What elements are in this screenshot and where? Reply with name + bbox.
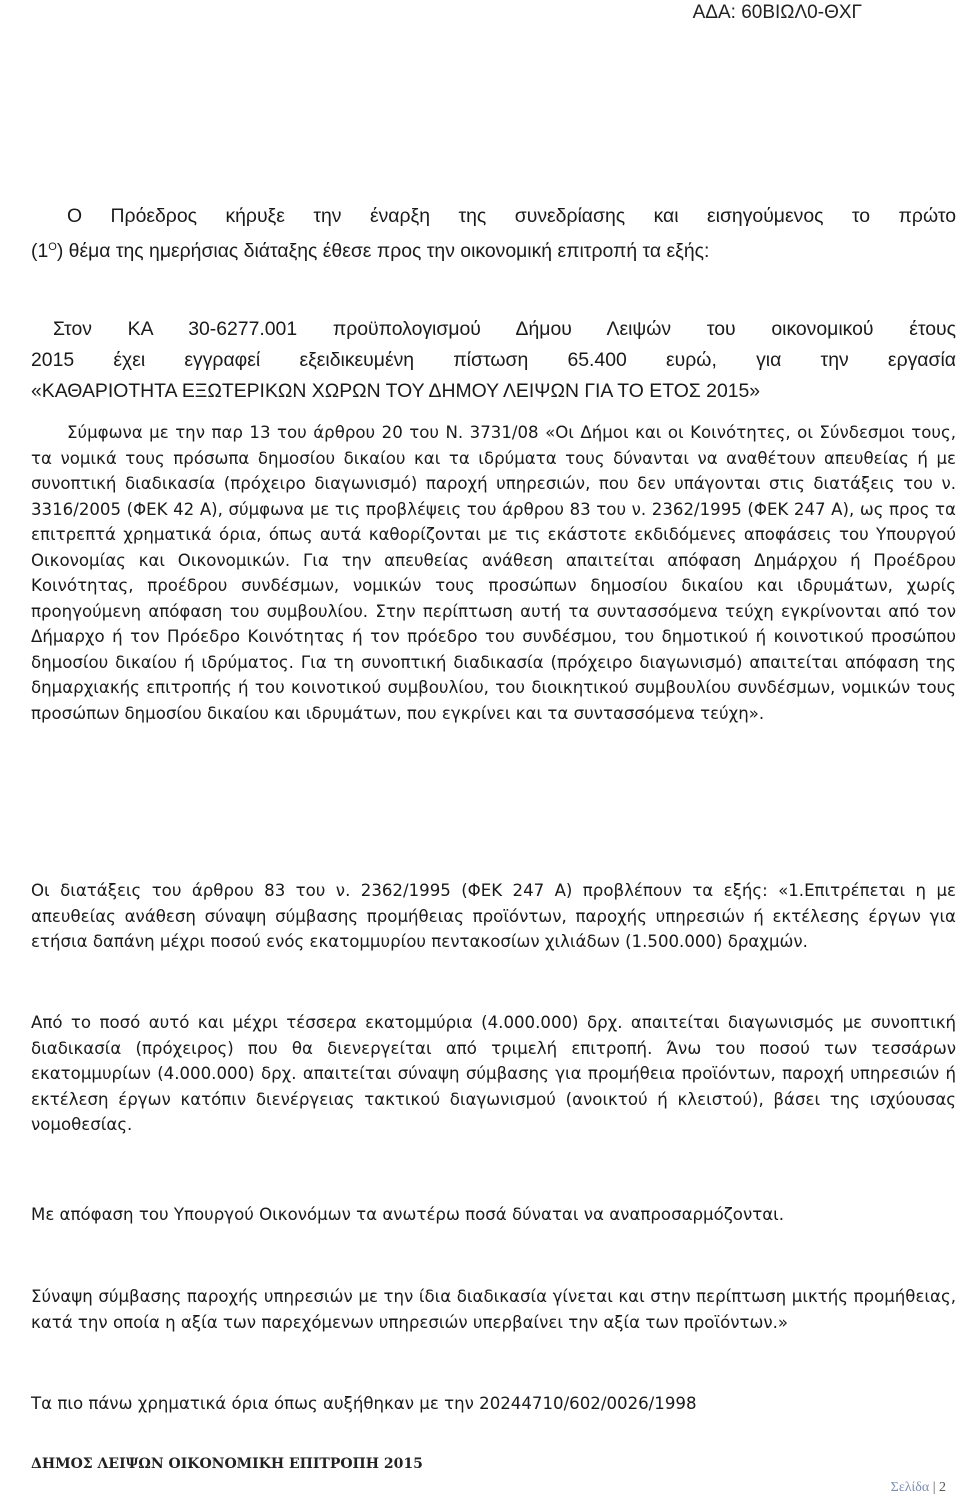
credit-line-2: 2015 έχει εγγραφεί εξειδικευμένη πίστωση 65.400 ευρώ, για την εργασία bbox=[31, 349, 956, 371]
law-3731-paragraph: Σύμφωνα με την παρ 13 του άρθρου 20 του Ν. 3731/08 «Οι Δήμοι και οι Κοινότητες, οι Σύνδεσμοι τους, τα νομικά τους πρόσωπα δημοσίου δικαίου και τα ιδρύματα τους δύνανται να αναθέτουν απευθείας ή με συνοπτική διαδικασία (πρόχειρο διαγωνισμό) παροχή υπηρεσιών, που δεν υπάγονται στις διατάξεις του ν. 3316/2005 (ΦΕΚ 42 Α), σύμφωνα με τις προβλέψεις του άρθρου 83 του ν. 2362/1995 (ΦΕΚ 247 Α), ως προς τα επιτρεπτά χρηματικά όρια, όπως αυτά καθορίζονται με τις εκάστοτε εκδιδόμενες αποφάσεις του Υπουργού Οικονομίας και Οικονομικών. Για την απευθείας ανάθεση απαιτείται απόφαση Δημάρχου ή Προέδρου Κοινότητας, προέδρου συνδέσμων, νομικών τους προσώπων δημοσίου δικαίου και ιδρυμάτων, χωρίς προηγούμενη απόφαση του συμβουλίου. Στην περίπτωση αυτή τα συντασσόμενα τεύχη εγκρίνονται από τον Δήμαρχο ή τον Πρόεδρο Κοινότητας ή τον πρόεδρο του συνδέσμου, του δημοτικού ή κοινοτικού προσώπου δημοσίου δικαίου ή ιδρύματος. Για τη συνοπτική διαδικασία (πρόχειρο διαγωνισμό) απαιτείται απόφαση της δημαρχιακής επιτροπής ή του κοινοτικού συμβουλίου, του διοικητικού συμβουλίου συνδέσμων, νομικών τους προσώπων δημοσίου δικαίου και ιδρυμάτων, που εγκρίνει και τα συντασσόμενα τεύχη». bbox=[31, 423, 956, 723]
limits-increase-paragraph: Τα πιο πάνω χρηματικά όρια όπως αυξήθηκαν με την 20244710/602/0026/1998 bbox=[31, 1394, 697, 1413]
intro-line-2: $(1^O)$ θέμα της ημερήσιας διάταξης έθεσε προς την οικονομική επιτροπή τα εξής: bbox=[31, 240, 710, 262]
page-number: Σελίδα | 2 bbox=[890, 1480, 946, 1495]
intro-paragraph bbox=[31, 201, 956, 267]
mixed-supply-paragraph: Σύναψη σύμβασης παροχής υπηρεσιών με την ίδια διαδικασία γίνεται και στην περίπτωση μικτής προμήθειας, κατά την οποία η αξία των παρεχόμενων υπηρεσιών υπερβαίνει την αξία των προϊόντων.» bbox=[31, 1287, 956, 1332]
credit-line-3: «ΚΑΘΑΡΙΟΤΗΤΑ ΕΞΩΤΕΡΙΚΩΝ ΧΩΡΩΝ ΤΟΥ ΔΗΜΟΥ ΛΕΙΨΩΝ ΓΙΑ ΤΟ ΕΤΟΣ 2015» bbox=[31, 380, 761, 402]
ada-code: ΑΔΑ: 60ΒΙΩΛ0-ΘΧΓ bbox=[692, 2, 862, 23]
ministerial-decision-paragraph: Με απόφαση του Υπουργού Οικονόμων τα ανωτέρω ποσά δύναται να αναπροσαρμόζονται. bbox=[31, 1205, 785, 1224]
law-2362-paragraph: Οι διατάξεις του άρθρου 83 του ν. 2362/1995 (ΦΕΚ 247 Α) προβλέπουν τα εξής: «1.Επιτρέπεται η με απευθείας ανάθεση σύναψη σύμβασης προμήθειας προϊόντων, παροχής υπηρεσιών ή εκτέλεσης έργων για ετήσια δαπάνη μέχρι ποσού ενός εκατομμυρίου πεντακοσίων χιλιάδων (1.500.000) δραχμών. bbox=[31, 881, 956, 951]
footer-organization: ΔΗΜΟΣ ΛΕΙΨΩΝ ΟΙΚΟΝΟΜΙΚΗ ΕΠΙΤΡΟΠΗ 2015 bbox=[31, 1456, 423, 1472]
amount-limits-paragraph: Από το ποσό αυτό και μέχρι τέσσερα εκατομμύρια (4.000.000) δρχ. απαιτείται διαγωνισμός με συνοπτική διαδικασία (πρόχειρος) που θα διενεργείται από τριμελή επιτροπή. Άνω του ποσού των τεσσάρων εκατομμυρίων (4.000.000) δρχ. απαιτείται σύναψη σύμβασης για προμήθεια προϊόντων, παροχή υπηρεσιών ή εκτέλεση έργων κατόπιν διενέργειας τακτικού διαγωνισμού (ανοικτού ή κλειστού), βάσει της ισχύουσας νομοθεσίας. bbox=[31, 1013, 956, 1134]
credit-line-1: Στον ΚΑ 30-6277.001 προϋπολογισμού Δήμου Λειψών του οικονομικού έτους bbox=[53, 318, 956, 340]
intro-line-1: Ο Πρόεδρος κήρυξε την έναρξη της συνεδρίασης και εισηγούμενος το πρώτο bbox=[67, 205, 956, 227]
credit-paragraph bbox=[31, 314, 956, 407]
